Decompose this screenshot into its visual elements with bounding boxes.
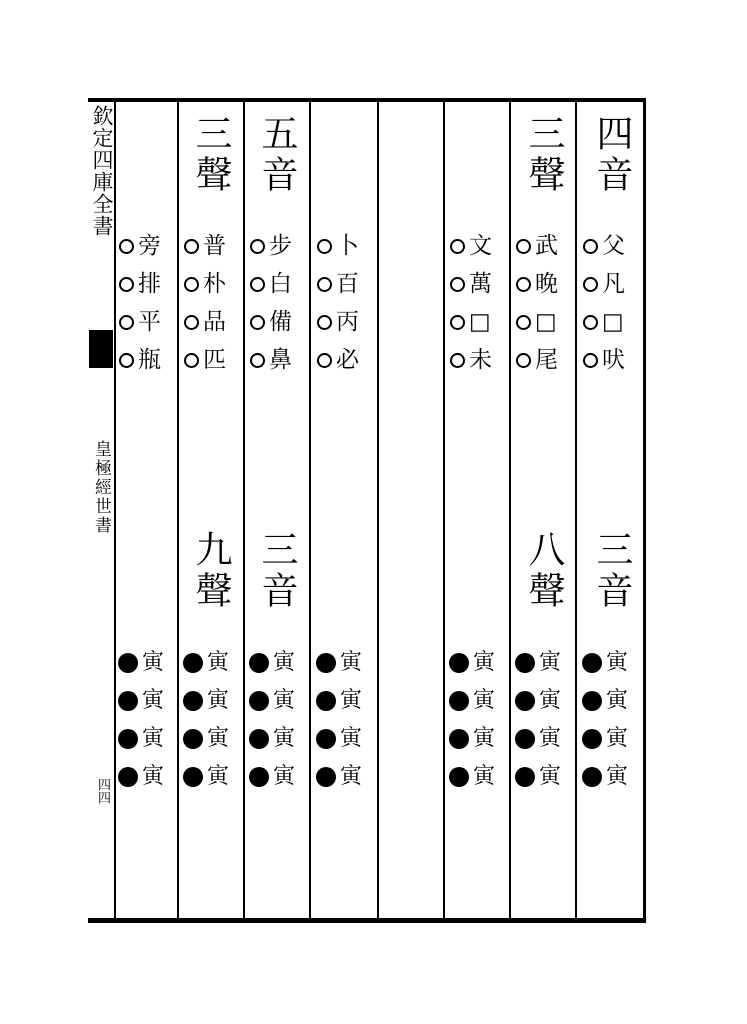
- char-row: 尾: [516, 344, 572, 376]
- dot-mark: [249, 767, 269, 787]
- dot-mark: [515, 767, 535, 787]
- column-heading: 五音: [255, 114, 298, 196]
- fish-tail-mark: [89, 330, 113, 368]
- char-row: 卜: [317, 230, 373, 262]
- char-row: 瓶: [119, 344, 175, 376]
- char-row: 寅: [449, 722, 507, 756]
- dot-mark: [582, 767, 602, 787]
- circle-mark: [184, 277, 199, 292]
- dot-mark: [582, 653, 602, 673]
- char-row: 寅: [249, 722, 307, 756]
- char-row: 寅: [316, 722, 374, 756]
- char-row: 寅: [316, 760, 374, 794]
- dot-mark: [118, 691, 138, 711]
- circle-mark: [516, 277, 531, 292]
- char-row: 旁: [119, 230, 175, 262]
- dot-mark: [316, 767, 336, 787]
- char-row: 武: [516, 230, 572, 262]
- circle-mark: [317, 353, 332, 368]
- column-divider: [443, 98, 445, 923]
- dot-mark: [316, 653, 336, 673]
- circle-mark: [119, 239, 134, 254]
- circle-mark: [317, 277, 332, 292]
- column-divider: [575, 98, 577, 923]
- circle-mark: [516, 353, 531, 368]
- char-row: 寅: [118, 722, 176, 756]
- char-row: 寅: [183, 684, 241, 718]
- dot-mark: [316, 691, 336, 711]
- char-row: 寅: [449, 760, 507, 794]
- char-row: 萬: [450, 268, 506, 300]
- circle-mark: [119, 353, 134, 368]
- char-row: □: [450, 306, 506, 338]
- circle-mark: [450, 353, 465, 368]
- circle-mark: [450, 315, 465, 330]
- char-row: 寅: [316, 646, 374, 680]
- char-row: 備: [250, 306, 306, 338]
- char-row: 寅: [249, 646, 307, 680]
- dot-mark: [183, 767, 203, 787]
- char-row: 寅: [118, 646, 176, 680]
- char-row: 寅: [582, 760, 640, 794]
- char-row: 寅: [582, 646, 640, 680]
- char-row: 文: [450, 230, 506, 262]
- circle-mark: [317, 239, 332, 254]
- book-title: 欽定四庫全書: [90, 105, 114, 237]
- column-heading: 三音: [590, 530, 633, 612]
- circle-mark: [583, 239, 598, 254]
- char-row: 平: [119, 306, 175, 338]
- circle-mark: [184, 315, 199, 330]
- circle-mark: [516, 315, 531, 330]
- circle-mark: [184, 353, 199, 368]
- outer-right-border: [643, 98, 646, 923]
- char-row: 寅: [249, 684, 307, 718]
- char-row: 寅: [249, 760, 307, 794]
- dot-mark: [449, 729, 469, 749]
- circle-mark: [250, 277, 265, 292]
- dot-mark: [316, 729, 336, 749]
- dot-mark: [449, 691, 469, 711]
- bottom-rule: [88, 918, 646, 923]
- char-row: 排: [119, 268, 175, 300]
- char-row: 吠: [583, 344, 639, 376]
- char-row: 未: [450, 344, 506, 376]
- dot-mark: [582, 729, 602, 749]
- char-row: 鼻: [250, 344, 306, 376]
- column-heading: 八聲: [522, 530, 565, 612]
- char-row: 寅: [515, 760, 573, 794]
- column-heading: 九聲: [189, 530, 232, 612]
- dot-mark: [515, 653, 535, 673]
- circle-mark: [250, 353, 265, 368]
- circle-mark: [583, 315, 598, 330]
- char-row: 寅: [183, 760, 241, 794]
- dot-mark: [449, 653, 469, 673]
- char-row: 寅: [582, 684, 640, 718]
- column-divider: [243, 98, 245, 923]
- char-row: 父: [583, 230, 639, 262]
- column-heading: 三聲: [522, 114, 565, 196]
- char-row: 寅: [582, 722, 640, 756]
- column-divider: [177, 98, 179, 923]
- column-divider: [309, 98, 311, 923]
- char-row: 白: [250, 268, 306, 300]
- dot-mark: [249, 729, 269, 749]
- circle-mark: [450, 239, 465, 254]
- char-row: 寅: [118, 760, 176, 794]
- char-row: 品: [184, 306, 240, 338]
- char-row: 寅: [316, 684, 374, 718]
- dot-mark: [118, 729, 138, 749]
- column-heading: 三聲: [189, 114, 232, 196]
- char-row: 步: [250, 230, 306, 262]
- char-row: 寅: [515, 646, 573, 680]
- margin-border: [114, 98, 116, 923]
- char-row: □: [516, 306, 572, 338]
- dot-mark: [183, 653, 203, 673]
- char-row: 寅: [515, 722, 573, 756]
- char-row: 丙: [317, 306, 373, 338]
- page-number: 四四: [95, 778, 110, 804]
- char-row: 朴: [184, 268, 240, 300]
- section-title: 皇極經世書: [91, 440, 111, 535]
- char-row: 晚: [516, 268, 572, 300]
- char-row: 百: [317, 268, 373, 300]
- char-row: 寅: [183, 646, 241, 680]
- char-row: 必: [317, 344, 373, 376]
- circle-mark: [184, 239, 199, 254]
- char-row: □: [583, 306, 639, 338]
- dot-mark: [515, 729, 535, 749]
- dot-mark: [515, 691, 535, 711]
- char-row: 寅: [449, 646, 507, 680]
- column-divider: [509, 98, 511, 923]
- circle-mark: [119, 315, 134, 330]
- circle-mark: [119, 277, 134, 292]
- circle-mark: [583, 277, 598, 292]
- circle-mark: [450, 277, 465, 292]
- dot-mark: [249, 653, 269, 673]
- dot-mark: [249, 691, 269, 711]
- char-row: 寅: [449, 684, 507, 718]
- dot-mark: [118, 767, 138, 787]
- circle-mark: [516, 239, 531, 254]
- circle-mark: [250, 239, 265, 254]
- column-divider: [377, 98, 379, 923]
- circle-mark: [317, 315, 332, 330]
- dot-mark: [449, 767, 469, 787]
- char-row: 寅: [183, 722, 241, 756]
- dot-mark: [183, 729, 203, 749]
- char-row: 寅: [515, 684, 573, 718]
- dot-mark: [118, 653, 138, 673]
- char-row: 寅: [118, 684, 176, 718]
- dot-mark: [183, 691, 203, 711]
- char-row: 匹: [184, 344, 240, 376]
- char-row: 普: [184, 230, 240, 262]
- circle-mark: [250, 315, 265, 330]
- top-rule: [88, 98, 646, 102]
- column-heading: 三音: [255, 530, 298, 612]
- char-row: 凡: [583, 268, 639, 300]
- column-heading: 四音: [590, 114, 633, 196]
- dot-mark: [582, 691, 602, 711]
- circle-mark: [583, 353, 598, 368]
